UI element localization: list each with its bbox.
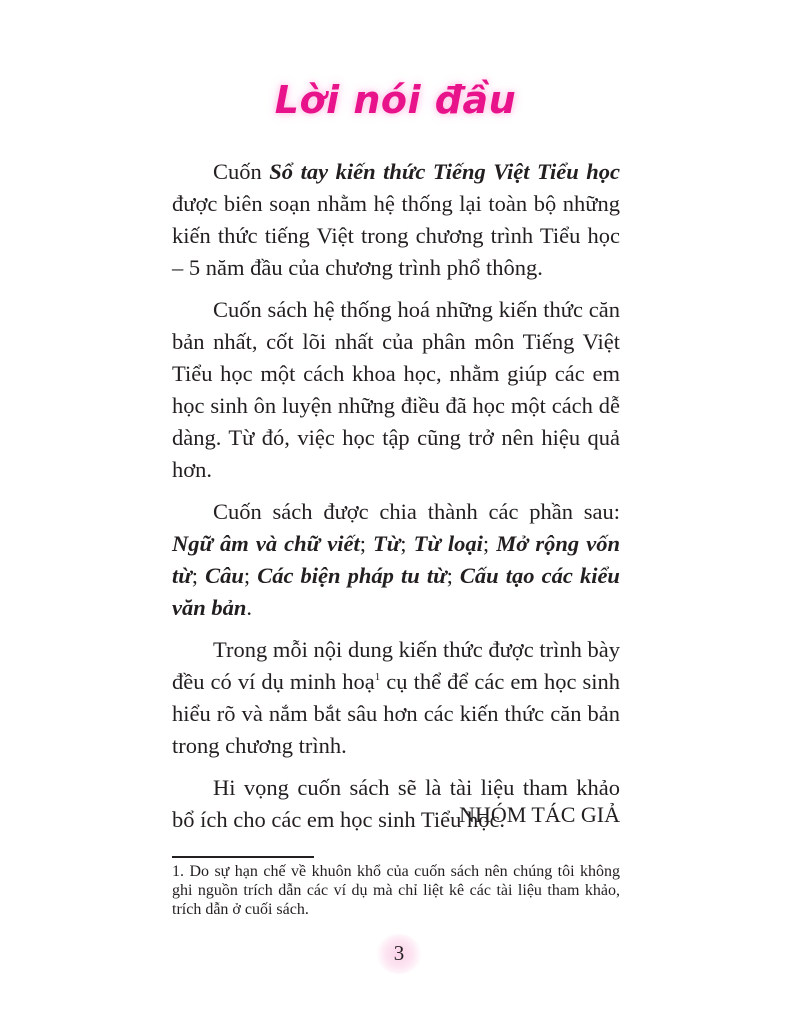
paragraph-4-start: Trong mỗi nội dung kiến thức được trình bày đều có ví dụ minh hoạ [172,637,620,694]
part-separator: ; [359,531,374,556]
paragraph-3 [172,496,620,624]
paragraph-1-start: Cuốn [213,159,270,184]
footnote-divider [172,856,314,858]
part-separator: ; [482,531,497,556]
part-name: Từ loại [413,531,483,556]
part-name: Ngữ âm và chữ viết [172,531,360,556]
paragraph-1-rest: được biên soạn nhằm hệ thống lại toàn bộ những kiến thức tiếng Việt trong chương trình Tiểu học – 5 năm đầu của chương trình phổ thông. [172,191,620,280]
part-name: Các biện pháp tu từ [257,563,447,588]
paragraph-1 [172,156,620,284]
page-number: 3 [393,941,405,965]
paragraph-3-end: . [246,595,253,620]
footnote-reference[interactable]: 1 [374,671,381,683]
page-title: Lời nói đầu [274,78,517,122]
paragraph-2: Cuốn sách hệ thống hoá những kiến thức căn bản nhất, cốt lõi nhất của phân môn Tiếng Việt Tiểu học một cách khoa học, nhằm giúp các em học sinh ôn luyện những điều đã học một cách dễ dàng. Từ đó, việc học tập cũng trở nên hiệu quả hơn. [172,297,620,482]
paragraph-4 [172,634,620,762]
part-name: Mở rộng vốn từ [172,531,620,588]
footnote: 1. Do sự hạn chế về khuôn khổ của cuốn sách nên chúng tôi không ghi nguồn trích dẫn các ví dụ mà chỉ liệt kê các tài liệu tham khảo, trích dẫn ở cuối sách. [172,863,620,918]
part-name: Cấu tạo các kiểu văn bản [172,563,620,620]
part-name: Từ [373,531,401,556]
page-number-badge [376,934,422,974]
author-signature: NHÓM TÁC GIẢ [459,802,620,827]
paragraph-3-intro: Cuốn sách được chia thành các phần sau: [213,499,620,524]
part-separator: ; [400,531,414,556]
part-separator: ; [446,563,460,588]
book-title-emphasis: Sổ tay kiến thức Tiếng Việt Tiểu học [269,159,620,184]
paragraph-4-rest: cụ thể để các em học sinh hiểu rõ và nắm bắt sâu hơn các kiến thức căn bản trong chương trình. [172,669,621,758]
part-name: Câu [205,563,244,588]
part-separator: ; [191,563,206,588]
preface-body [172,156,620,846]
part-separator: ; [243,563,258,588]
paragraph-5: Hi vọng cuốn sách sẽ là tài liệu tham khảo bổ ích cho các em học sinh Tiểu học. [172,775,620,832]
